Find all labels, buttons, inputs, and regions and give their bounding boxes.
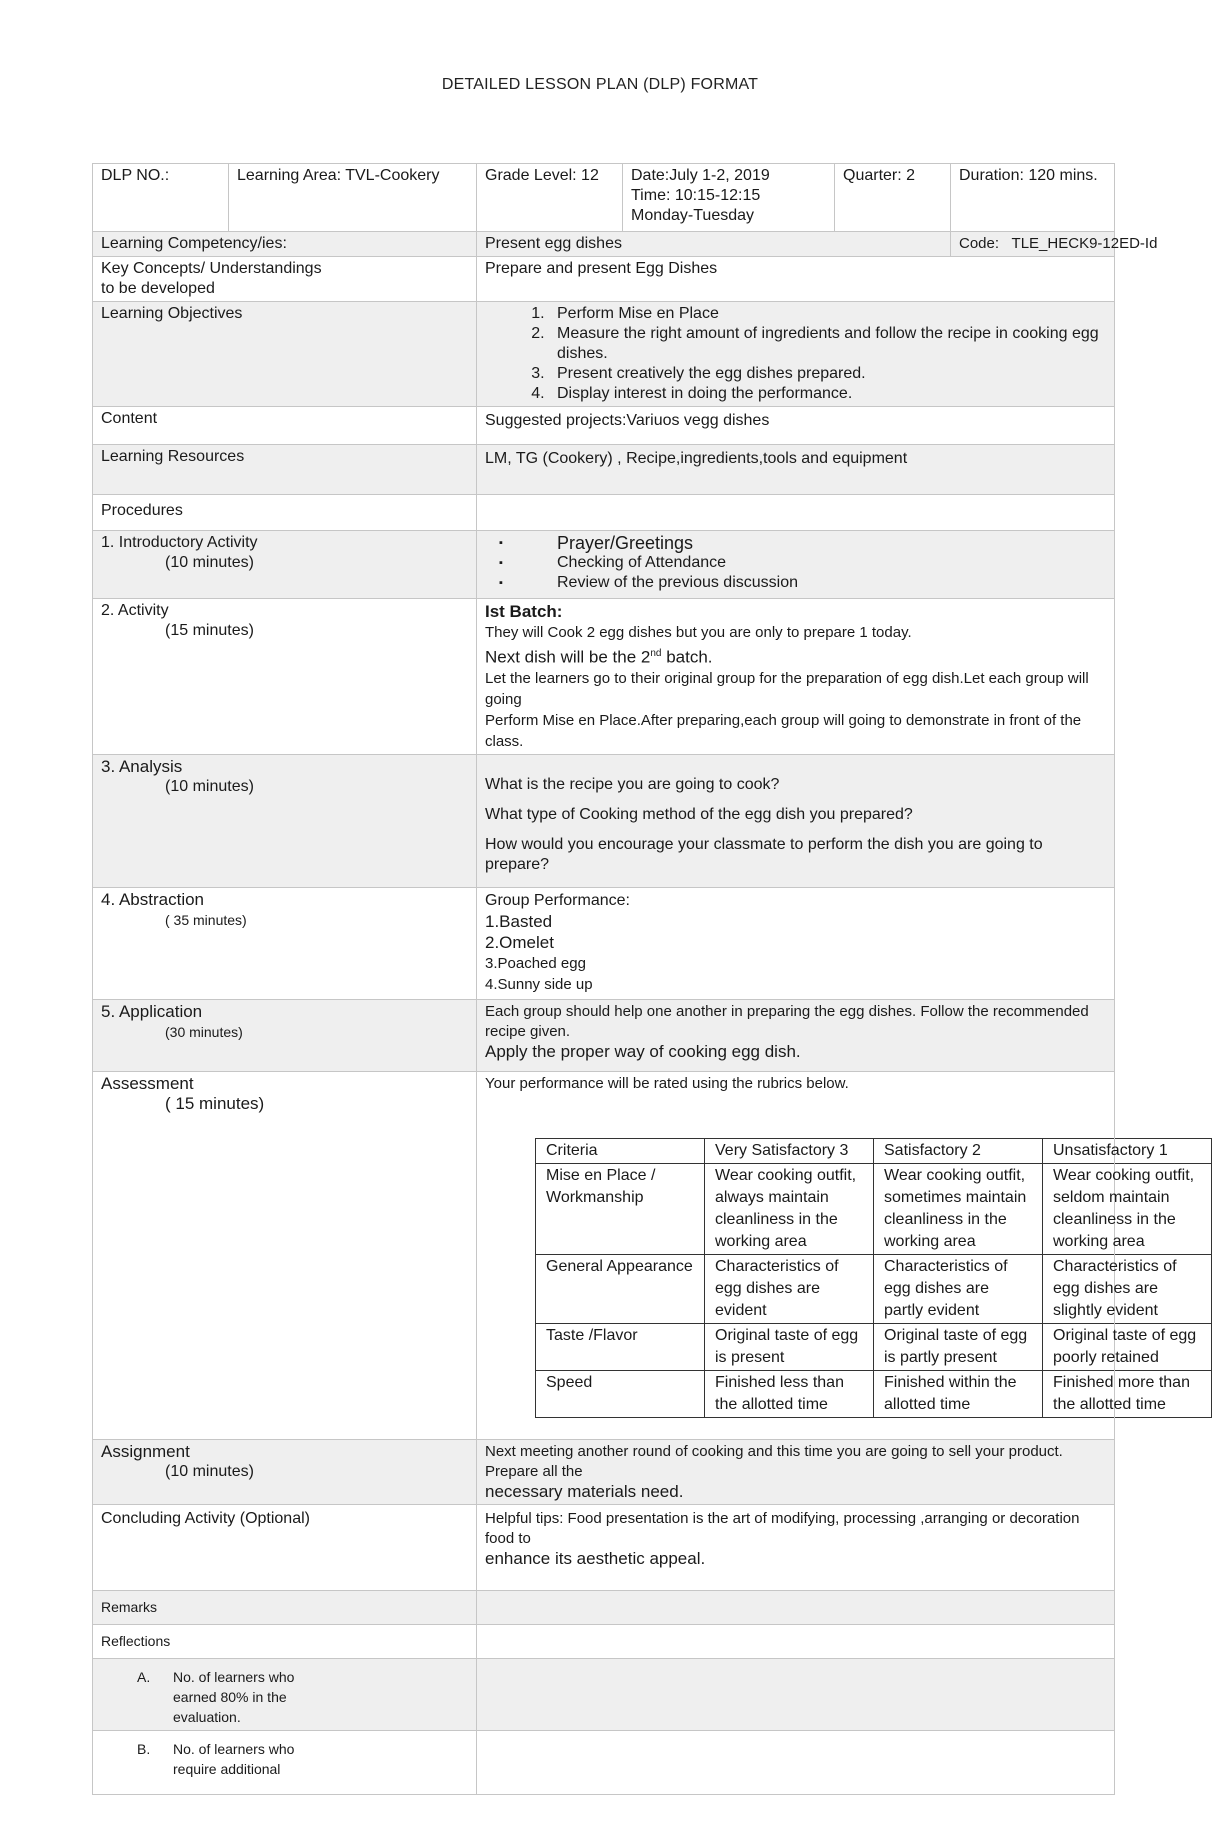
code-label: Code: — [959, 235, 1000, 252]
remarks-empty — [477, 1590, 1115, 1624]
reflection-a-empty — [477, 1658, 1115, 1730]
abstraction-intro: Group Performance: — [485, 891, 630, 909]
activity-label-cell — [93, 599, 477, 755]
objectives-list — [485, 304, 1106, 404]
analysis-question: How would you encourage your classmate to perform the dish you are going to prepare? — [485, 835, 1043, 873]
rubric-cell: Finished more than the allotted time — [1043, 1370, 1212, 1417]
activity-time: (15 minutes) — [165, 622, 254, 639]
rubric-header: Very Satisfactory 3 — [705, 1138, 874, 1163]
key-concepts-row — [93, 257, 1115, 302]
reflection-a-text: No. of learners who earned 80% in the evaluation. — [173, 1668, 295, 1725]
reflection-b-cell — [93, 1730, 477, 1794]
analysis-questions-cell — [477, 754, 1115, 887]
rubric-header: Unsatisfactory 1 — [1043, 1138, 1212, 1163]
procedures-row — [93, 495, 1115, 531]
abstraction-item: 2.Omelet — [485, 932, 554, 952]
intro-list-cell — [477, 531, 1115, 599]
resources-label: Learning Resources — [93, 445, 477, 495]
rubric-table — [535, 1138, 1212, 1418]
rubric-header: Criteria — [536, 1138, 705, 1163]
intro-item: ▪ Checking of Attendance — [499, 553, 1106, 573]
days-text: Monday-Tuesday — [631, 207, 755, 224]
activity-line: Next dish will be the 2nd batch. — [485, 647, 713, 667]
remarks-label: Remarks — [93, 1590, 477, 1624]
rubric-cell: Taste /Flavor — [536, 1323, 705, 1370]
abstraction-item: 3.Poached egg — [485, 954, 586, 972]
abstraction-label: 4. Abstraction — [101, 889, 205, 909]
reflection-a-cell — [93, 1658, 477, 1730]
rubric-cell: Mise en Place / Workmanship — [536, 1163, 705, 1254]
concluding-line: Helpful tips: Food presentation is the art of modifying, processing ,arranging or decoration food to — [485, 1509, 1080, 1547]
intro-label-cell — [93, 531, 477, 599]
key-concepts-label: Key Concepts/ Understandings to be developed — [93, 257, 477, 302]
assessment-label-cell — [93, 1071, 477, 1439]
procedures-label: Procedures — [93, 495, 477, 531]
intro-label: 1. Introductory Activity — [101, 534, 258, 551]
reflection-b-empty — [477, 1730, 1115, 1794]
intro-row — [93, 531, 1115, 599]
application-time: (30 minutes) — [165, 1023, 243, 1040]
code-cell — [951, 232, 1158, 257]
objectives-row — [93, 302, 1115, 407]
competency-label: Learning Competency/ies: — [93, 232, 477, 257]
quarter-cell: Quarter: 2 — [835, 164, 951, 232]
dlp-no-cell: DLP NO.: — [93, 164, 229, 232]
grade-level-cell: Grade Level: 12 — [477, 164, 623, 232]
activity-line: They will Cook 2 egg dishes but you are only to prepare 1 today. — [485, 624, 912, 641]
objective-item: 1. Perform Mise en Place — [549, 304, 1106, 324]
reflections-label: Reflections — [93, 1624, 477, 1658]
application-text-cell — [477, 999, 1115, 1071]
reflection-a-row — [93, 1658, 1115, 1730]
objectives-list-cell — [477, 302, 1115, 407]
key-concepts-value: Prepare and present Egg Dishes — [477, 257, 1115, 302]
activity-line: Let the learners go to their original group for the preparation of egg dish.Let each group will going — [485, 669, 1089, 708]
analysis-label-cell — [93, 754, 477, 887]
abstraction-item: 1.Basted — [485, 911, 553, 931]
assignment-row — [93, 1439, 1115, 1504]
rubric-cell: Characteristics of egg dishes are slightly evident — [1043, 1254, 1212, 1323]
assignment-line: necessary materials need. — [485, 1481, 684, 1501]
rubric-row — [536, 1323, 1212, 1370]
rubric-cell: Speed — [536, 1370, 705, 1417]
competency-value: Present egg dishes — [477, 232, 951, 257]
activity-line: Perform Mise en Place.After preparing,each group will going to demonstrate in front of the class. — [485, 711, 1082, 750]
lesson-plan-table — [92, 163, 1197, 1795]
reflection-b-row — [93, 1730, 1115, 1794]
assignment-time: (10 minutes) — [165, 1462, 254, 1480]
resources-value: LM, TG (Cookery) , Recipe,ingredients,tools and equipment — [477, 445, 1115, 495]
rubric-cell: Wear cooking outfit, sometimes maintain cleanliness in the working area — [874, 1163, 1043, 1254]
procedures-empty — [477, 495, 1115, 531]
abstraction-row — [93, 887, 1115, 999]
date-time-cell — [623, 164, 835, 232]
assignment-label-cell — [93, 1439, 477, 1504]
rubric-cell: Characteristics of egg dishes are evident — [705, 1254, 874, 1323]
time-text: Time: 10:15-12:15 — [631, 187, 761, 204]
rubric-cell: Original taste of egg poorly retained — [1043, 1323, 1212, 1370]
analysis-question: What type of Cooking method of the egg dish you prepared? — [485, 805, 913, 823]
rubric-header-row — [536, 1138, 1212, 1163]
rubric-cell: Original taste of egg is partly present — [874, 1323, 1043, 1370]
concluding-row — [93, 1504, 1115, 1590]
analysis-time: (10 minutes) — [165, 777, 254, 795]
resources-row — [93, 445, 1115, 495]
assignment-line: Next meeting another round of cooking and this time you are going to sell your product. Prepare all the — [485, 1442, 1063, 1480]
application-line: Each group should help one another in preparing the egg dishes. Follow the recommended recipe given. — [485, 1002, 1089, 1040]
competency-row — [93, 232, 1115, 257]
abstraction-item: 4.Sunny side up — [485, 975, 593, 993]
assignment-text-cell — [477, 1439, 1115, 1504]
intro-time: (10 minutes) — [165, 554, 254, 571]
document-title: DETAILED LESSON PLAN (DLP) FORMAT — [441, 76, 759, 93]
content-row — [93, 407, 1115, 445]
reflection-b-label: B. — [137, 1740, 151, 1757]
reflections-empty — [477, 1624, 1115, 1658]
analysis-row — [93, 754, 1115, 887]
reflection-b-text: No. of learners who require additional — [173, 1740, 295, 1777]
rubric-row — [536, 1370, 1212, 1417]
abstraction-list-cell — [477, 887, 1115, 999]
rubric-cell: Wear cooking outfit, seldom maintain cleanliness in the working area — [1043, 1163, 1212, 1254]
rubric-row — [536, 1254, 1212, 1323]
activity-text-cell — [477, 599, 1115, 755]
activity-label: 2. Activity — [101, 602, 169, 619]
learning-area-cell: Learning Area: TVL-Cookery — [229, 164, 477, 232]
assessment-time: ( 15 minutes) — [165, 1093, 265, 1113]
application-row — [93, 999, 1115, 1071]
activity-row — [93, 599, 1115, 755]
content-label: Content — [93, 407, 477, 445]
content-value: Suggested projects:Variuos vegg dishes — [477, 407, 1115, 445]
reflection-a-label: A. — [137, 1668, 151, 1685]
intro-list — [485, 533, 1106, 593]
assessment-row — [93, 1071, 1115, 1439]
application-label-cell — [93, 999, 477, 1071]
rubric-cell: Finished less than the allotted time — [705, 1370, 874, 1417]
rubric-cell: Characteristics of egg dishes are partly evident — [874, 1254, 1043, 1323]
reflections-row — [93, 1624, 1115, 1658]
objective-item: 2. Measure the right amount of ingredients and follow the recipe in cooking egg dishes. — [549, 324, 1106, 364]
code-value: TLE_HECK9-12ED-Id — [1011, 235, 1158, 252]
application-line: Apply the proper way of cooking egg dish. — [485, 1041, 801, 1061]
header-row — [93, 164, 1115, 232]
rubric-header: Satisfactory 2 — [874, 1138, 1043, 1163]
analysis-question: What is the recipe you are going to cook? — [485, 775, 780, 793]
intro-item: ▪ Prayer/Greetings — [499, 533, 1106, 553]
abstraction-label-cell — [93, 887, 477, 999]
abstraction-time: ( 35 minutes) — [165, 911, 247, 928]
assignment-label: Assignment — [101, 1441, 190, 1461]
rubric-cell: Original taste of egg is present — [705, 1323, 874, 1370]
date-text: Date:July 1-2, 2019 — [631, 167, 770, 184]
objective-item: 4. Display interest in doing the performance. — [549, 384, 1106, 404]
concluding-label: Concluding Activity (Optional) — [93, 1504, 477, 1590]
application-label: 5. Application — [101, 1001, 203, 1021]
remarks-row — [93, 1590, 1115, 1624]
concluding-text-cell — [477, 1504, 1115, 1590]
concluding-line: enhance its aesthetic appeal. — [485, 1548, 706, 1568]
intro-item: ▪ Review of the previous discussion — [499, 573, 1106, 593]
batch-heading: Ist Batch: — [485, 602, 563, 621]
analysis-label: 3. Analysis — [101, 756, 183, 776]
assessment-content-cell — [477, 1071, 1197, 1439]
rubric-cell: Finished within the allotted time — [874, 1370, 1043, 1417]
objective-item: 3. Present creatively the egg dishes prepared. — [549, 364, 1106, 384]
rubric-cell: General Appearance — [536, 1254, 705, 1323]
objectives-label: Learning Objectives — [93, 302, 477, 407]
assessment-label: Assessment — [101, 1073, 194, 1093]
duration-cell: Duration: 120 mins. — [951, 164, 1115, 232]
rubric-row — [536, 1163, 1212, 1254]
assessment-intro: Your performance will be rated using the rubrics below. — [485, 1074, 849, 1092]
rubric-cell: Wear cooking outfit, always maintain cleanliness in the working area — [705, 1163, 874, 1254]
